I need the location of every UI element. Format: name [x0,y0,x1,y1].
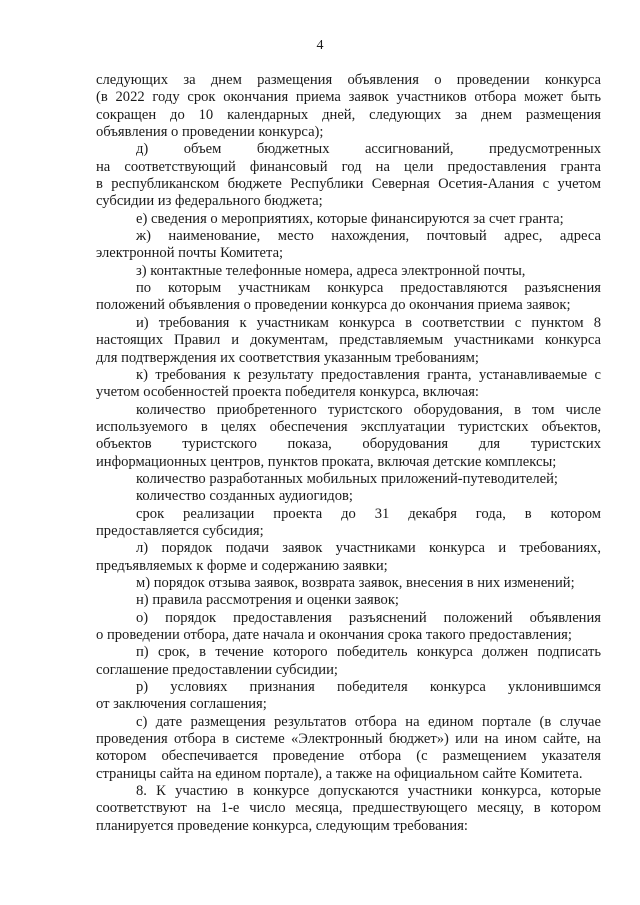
text-line: 8. К участию в конкурсе допускаются участники конкурса, которые [136,783,601,800]
text-line: и) требования к участникам конкурса в соответствии с пунктом 8 [136,314,601,331]
text-line: п) срок, в течение которого победитель конкурса должен подписать [136,644,601,661]
text-line: м) порядок отзыва заявок, возврата заявок, внесения в них изменений; [136,574,575,591]
text-line: настоящих Правил и документам, представляемым участниками конкурса [96,332,601,349]
text-line: информационных центров, пунктов проката, включая детские комплексы; [96,453,557,470]
text-line: котором обеспечивается проведение отбора (с размещением указателя [96,748,601,765]
text-line: количество приобретенного туристского оборудования, в том числе [136,401,601,418]
text-line: используемого в целях обеспечения эксплуатации туристских объектов, [96,418,601,435]
text-line: н) правила рассмотрения и оценки заявок; [136,592,399,609]
text-line: с) дате размещения результатов отбора на едином портале (в случае [136,713,601,730]
text-line: предоставляется субсидия; [96,522,264,539]
text-line: р) условиях признания победителя конкурса уклонившимся [136,679,601,696]
text-line: субсидии из федерального бюджета; [96,193,323,210]
page-number: 4 [316,38,324,53]
text-line: д) объем бюджетных ассигнований, предусмотренных [136,141,601,158]
text-line: страницы сайта на едином портале), а также на официальном сайте Комитета. [96,765,583,782]
text-line: для подтверждения их соответствия указанным требованиям; [96,349,479,366]
text-line: о проведении отбора, дате начала и окончания срока такого предоставления; [96,627,572,643]
text-line: положений объявления о проведении конкурса до окончания приема заявок; [96,297,571,314]
text-line: количество созданных аудиогидов; [136,488,353,505]
text-line: (в 2022 году срок окончания приема заявок участников отбора может быть [96,89,601,106]
text-line: объявления о проведении конкурса); [96,124,324,141]
text-line: проведения отбора в системе «Электронный бюджет») или на ином сайте, на [96,731,601,748]
text-line: по которым участникам конкурса предоставляются разъяснения [136,280,601,297]
text-line: на соответствующий финансовый год на цели предоставления гранта [96,158,601,175]
text-line: ж) наименование, место нахождения, почтовый адрес, адреса [136,228,601,245]
text-line: в республиканском бюджете Республики Северная Осетия-Алания с учетом [96,176,601,193]
text-line: соглашение предоставлении субсидии; [96,661,338,678]
text-line: следующих за днем размещения объявления о проведении конкурса [96,72,601,88]
text-line: учетом особенностей проекта победителя конкурса, включая: [96,384,479,401]
text-line: планируется проведение конкурса, следующим требования: [96,817,468,834]
text-line: предъявляемых к форме и содержанию заявки; [96,557,388,574]
text-line: о) порядок предоставления разъяснений положений объявления [136,609,601,626]
text-line: сокращен до 10 календарных дней, следующих за днем размещения [96,106,601,123]
text-line: электронной почты Комитета; [96,245,284,262]
text-line: е) сведения о мероприятиях, которые финансируются за счет гранта; [136,210,564,227]
text-line: л) порядок подачи заявок участниками конкурса и требованиях, [136,540,601,557]
text-line: к) требования к результату предоставления гранта, устанавливаемые с [136,366,601,383]
text-line: количество разработанных мобильных приложений-путеводителей; [136,470,558,487]
text-line: срок реализации проекта до 31 декабря года, в котором [136,505,601,522]
text-line: з) контактные телефонные номера, адреса электронной почты, [136,262,526,279]
document-body [96,72,601,835]
text-line: от заключения соглашения; [96,696,267,713]
text-line: объектов туристского показа, оборудования для туристских [96,436,601,453]
text-line: соответствуют на 1-е число месяца, предшествующего месяцу, в котором [96,800,601,817]
